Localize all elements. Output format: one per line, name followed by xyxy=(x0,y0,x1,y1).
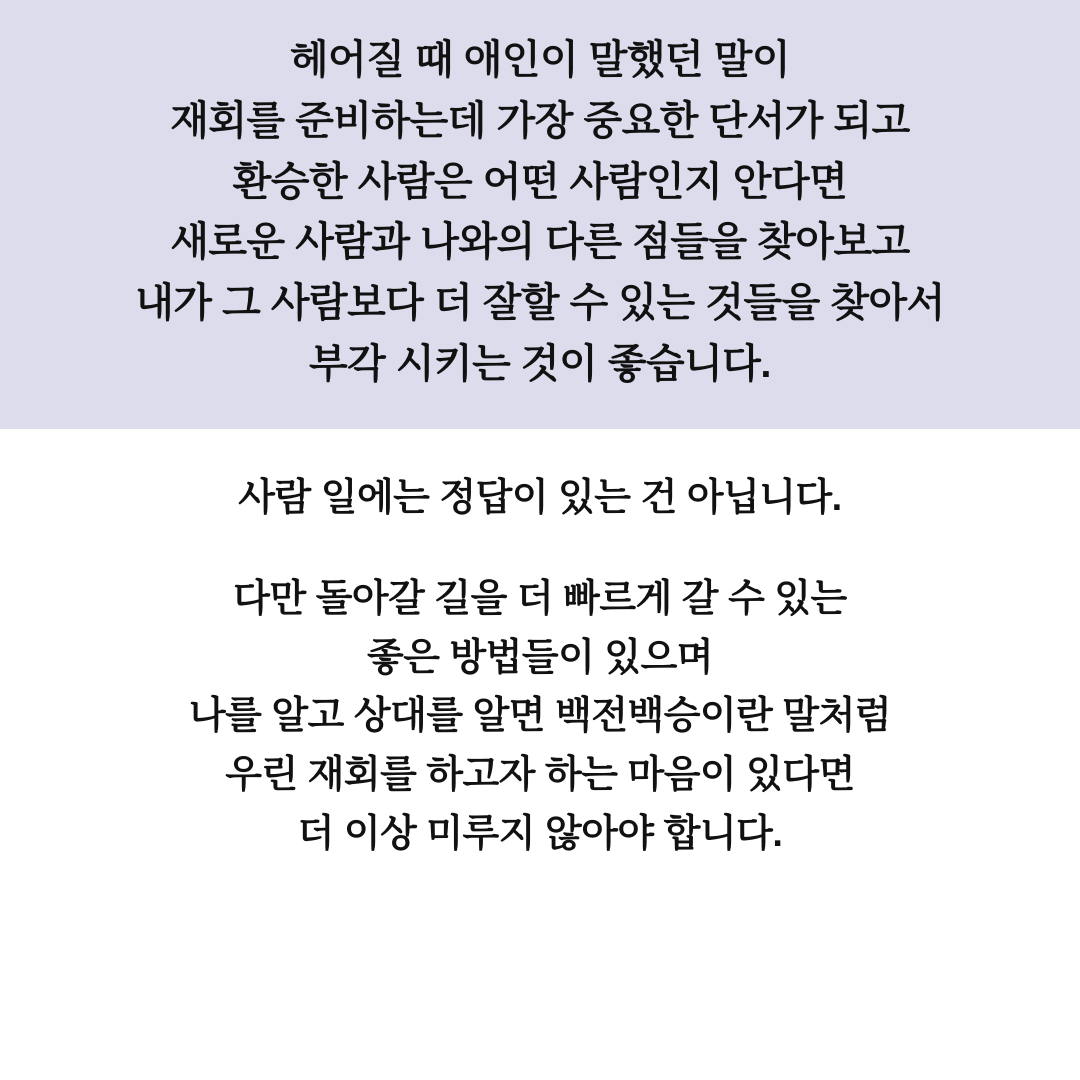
block-spacer xyxy=(0,429,1080,469)
highlight-line: 새로운 사람과 나와의 다른 점들을 찾아보고 xyxy=(170,220,910,265)
highlight-line: 환승한 사람은 어떤 사람인지 안다면 xyxy=(232,159,848,204)
paragraph-line: 나를 알고 상대를 알면 백전백승이란 말처럼 xyxy=(188,695,892,738)
paragraph-line: 사람 일에는 정답이 있는 건 아닙니다. xyxy=(238,476,842,519)
paragraph-line: 다만 돌아갈 길을 더 빠르게 갈 수 있는 xyxy=(233,577,847,620)
paragraph-spacer xyxy=(10,528,1070,570)
paragraph-line: 좋은 방법들이 있으며 xyxy=(367,636,713,679)
highlight-line: 헤어질 때 애인이 말했던 말이 xyxy=(289,38,791,82)
paragraph-two xyxy=(10,570,1070,864)
paragraph-line: 우린 재회를 하고자 하는 마음이 있다면 xyxy=(225,754,855,797)
highlight-line: 재회를 준비하는데 가장 중요한 단서가 되고 xyxy=(170,98,910,143)
body-text-block xyxy=(0,469,1080,864)
paragraph-one xyxy=(10,469,1070,528)
highlighted-quote-block xyxy=(0,0,1080,429)
highlight-line: 부각 시키는 것이 좋습니다. xyxy=(309,341,771,386)
paragraph-line: 더 이상 미루지 않아야 합니다. xyxy=(297,813,783,856)
highlight-line: 내가 그 사람보다 더 잘할 수 있는 것들을 찾아서 xyxy=(135,281,945,326)
